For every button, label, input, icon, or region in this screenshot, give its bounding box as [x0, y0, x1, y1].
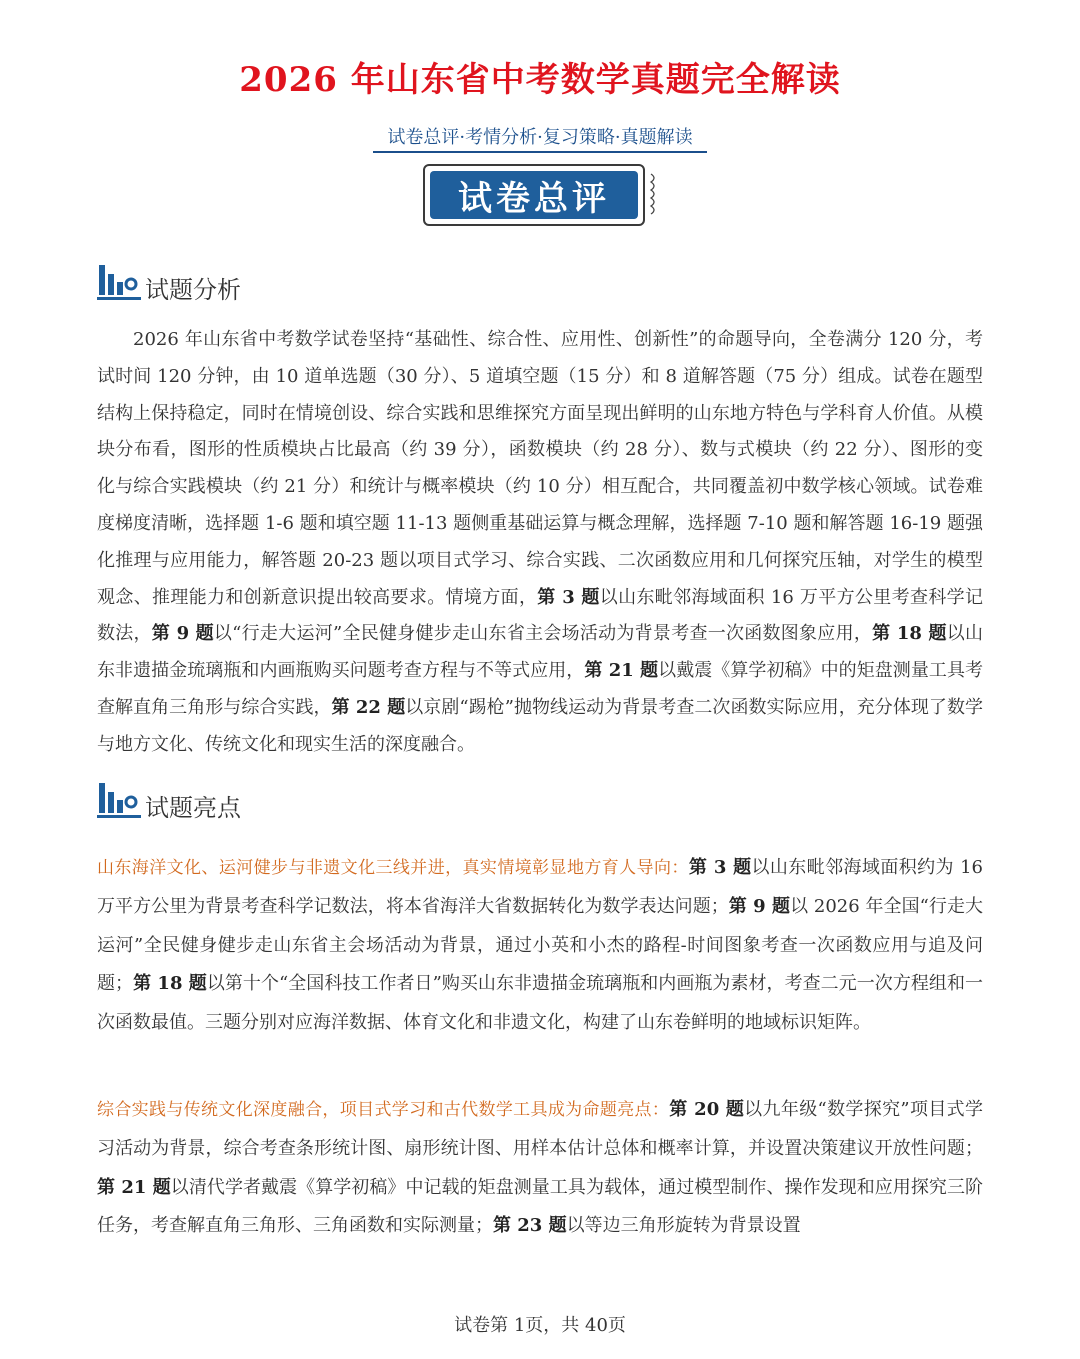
analysis-paragraph: [97, 322, 983, 764]
highlight-paragraph: [97, 1091, 983, 1246]
highlight-paragraph: [97, 849, 983, 1043]
question-ref: 第 20 题: [669, 1099, 745, 1120]
bar-chart-icon: [97, 780, 143, 820]
page-title: 2026 年山东省中考数学真题完全解读: [239, 60, 841, 100]
text-run: 以“行走大运河”全民健身健步走山东省主会场活动为背景考查一次函数图象应用，: [213, 623, 873, 645]
bar-chart-icon: [97, 262, 143, 302]
question-ref: 第 21 题: [584, 660, 659, 682]
text-run: 以 2026 年全国“行走大运河”全民健身健步走山东省主会场活动为背景，通过小英和小杰的路程-时间图象考查一次函数应用与追及问题；: [97, 895, 983, 995]
section-badge-fill: [430, 171, 638, 219]
text-run: 以山东毗邻海域面积 16 万平方公里考查科学记数法，: [97, 586, 984, 645]
section-heading-label: 试题分析: [145, 276, 241, 304]
subtitle-text: 试卷总评·考情分析·复习策略·真题解读: [373, 123, 706, 153]
highlight-lead: 山东海洋文化、运河健步与非遗文化三线并进，真实情境彰显地方育人导向：: [97, 858, 689, 878]
subtitle: [0, 123, 1080, 153]
text-run: 以等边三角形旋转为背景设置: [566, 1215, 801, 1237]
question-ref: 第 23 题: [493, 1215, 567, 1237]
text-run: 以第十个“全国科技工作者日”购买山东非遗描金琉璃瓶和内画瓶为素材，考查二元一次方程组和一次函数最值。三题分别对应海洋数据、体育文化和非遗文化，构建了山东卷鲜明的地域标识矩阵。: [97, 973, 983, 1034]
highlight-lead: 综合实践与传统文化深度融合，项目式学习和古代数学工具成为命题亮点：: [97, 1100, 670, 1120]
question-ref: 第 9 题: [728, 895, 791, 917]
text-run: 以戴震《算学初稿》中的矩盘测量工具考查解直角三角形与综合实践，: [97, 660, 984, 718]
text-run: 以清代学者戴震《算学初稿》中记载的矩盘测量工具为载体，通过模型制作、操作发现和应用探究三阶任务，考查解直角三角形、三角函数和实际测量；: [97, 1176, 983, 1237]
text-run: 以山东毗邻海域面积约为 16 万平方公里为背景考查科学记数法，将本省海洋大省数据转化为数学表达问题；: [97, 857, 983, 917]
question-ref: 第 18 题: [133, 973, 207, 995]
text-run: 以山东非遗描金琉璃瓶和内画瓶购买问题考查方程与不等式应用，: [97, 623, 983, 682]
question-ref: 第 22 题: [331, 696, 406, 718]
text-run: 以京剧“踢枪”抛物线运动为背景考查二次函数实际应用，充分体现了数学与地方文化、传统文化和现实生活的深度融合。: [97, 696, 983, 755]
squiggle-decoration-icon: [648, 172, 658, 216]
page-footer: 试卷第 1页，共 40页: [454, 1315, 626, 1336]
question-ref: 第 3 题: [537, 586, 600, 608]
section-badge: [423, 164, 645, 226]
question-ref: 第 3 题: [688, 857, 752, 878]
section-heading-label: 试题亮点: [145, 794, 241, 822]
question-ref: 第 18 题: [872, 623, 947, 645]
question-ref: 第 21 题: [97, 1176, 171, 1198]
question-ref: 第 9 题: [151, 623, 214, 645]
text-run: 以九年级“数学探究”项目式学习活动为背景，综合考查条形统计图、扇形统计图、用样本估计总体和概率计算，并设置决策建议开放性问题；: [97, 1099, 983, 1159]
text-run: 2026 年山东省中考数学试卷坚持“基础性、综合性、应用性、创新性”的命题导向，全卷满分 120 分，考试时间 120 分钟，由 10 道单选题（30 分）、5 道填空题（15 分）和 8 道解答题（75 分）组成。试卷在题型结构上保持稳定，同时在情境创设、综合实践和思维探究方面呈现出鲜明的山东地方特色与学科育人价值。从模块分布看，图形的性质模块占比最高（约 39 分），函数模块（约 28 分）、数与式模块（约 22 分）、图形的变化与综合实践模块（约 21 分）和统计与概率模块（约 10 分）相互配合，共同覆盖初中数学核心领域。试卷难度梯度清晰，选择题 1-6 题和填空题 11-13 题侧重基础运算与概念理解，选择题 7-10 题和解答题 16-19 题强化推理与应用能力，解答题 20-23 题以项目式学习、综合实践、二次函数应用和几何探究压轴，对学生的模型观念、推理能力和创新意识提出较高要求。情境方面，: [97, 329, 983, 608]
section-badge-label: 试卷总评: [458, 178, 610, 219]
